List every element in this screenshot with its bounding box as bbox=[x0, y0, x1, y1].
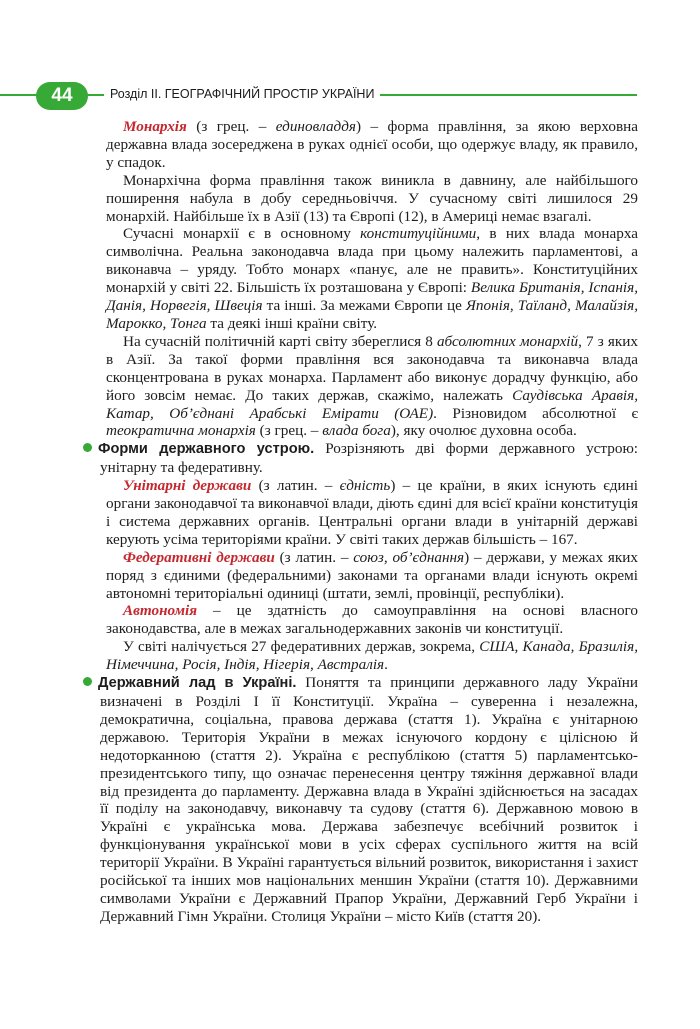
page-body bbox=[98, 118, 639, 926]
paragraph-monarchy: Монархія (з грец. – единовладдя) – форма правління, за якою верховна державна влада зосереджена в руках однієї особи, що одержує владу, як правило, у спадок. bbox=[106, 118, 638, 171]
paragraph-federations-count: У світі налічується 27 федеративних держав, зокрема, США, Канада, Бразилія, Німеччина, Росія, Індія, Нігерія, Австралія. bbox=[106, 638, 638, 674]
section-heading: Державний лад в Україні. bbox=[98, 675, 297, 692]
term-monarchy: Монархія bbox=[123, 118, 187, 135]
section-state-structure: Форми державного устрою. Розрізняють дві форми державного устрою: унітарну та федеративну. bbox=[100, 440, 638, 477]
term-unitary: Унітарні держави bbox=[123, 477, 252, 495]
section-heading: Форми державного устрою. bbox=[98, 441, 315, 458]
paragraph-history: Монархічна форма правління також виникла в давнину, але найбільшого поширення набула в добу середньовіччя. У сучасному світі лишилося 29 монархій. Найбільше їх в Азії (13) та Європі (12), в Америці немає взагалі. bbox=[106, 171, 638, 225]
paragraph-autonomy: Автономія – це здатність до самоуправління на основі власного законодавства, але в межах загальнодержавних законів чи конституції. bbox=[106, 602, 638, 638]
term-autonomy: Автономія bbox=[123, 602, 198, 620]
bullet-icon bbox=[83, 677, 92, 686]
chapter-title: Розділ ІІ. ГЕОГРАФІЧНИЙ ПРОСТІР УКРАЇНИ bbox=[104, 87, 380, 101]
page-number-badge bbox=[36, 82, 88, 110]
term-federative: Федеративні держави bbox=[123, 548, 275, 566]
page-number: 44 bbox=[51, 85, 73, 106]
paragraph-federative: Федеративні держави (з латин. – союз, об’єднання) – держави, у межах яких поряд з єдиними (федеральними) законами та органами влади існують окремі автономні територіальні одиниці (штати, землі, провінції, республіки). bbox=[106, 548, 638, 602]
section-ukraine-system: Державний лад в Україні. Поняття та принципи державного ладу України визначені в Розділі І її Конституції. Україна – суверенна і незалежна, демократична, соціальна, правова держава (стаття 1). Україна є унітарною державою. Територія України в межах існуючого кордону є цілісною й недоторканною (стаття 2). Україна є республікою (стаття 5) парламентсько-президентського типу, що означає перенесення центру тяжіння державної влади від президента до парламенту. Державна влада в Україні здійснюється на засадах її поділу на законодавчу, виконавчу та судову (стаття 6). Державною мовою в Україні є українська мова. Держава забезпечує всебічний розвиток і функціонування української мови в усіх сферах суспільного життя на всій території України. В Україні гарантується вільний розвиток, використання і захист російської та інших мов національних меншин України (стаття 10). Державними символами України є Державний Прапор України, Державний Герб України і Державний Гімн України. Столиця України – місто Київ (стаття 20). bbox=[100, 674, 638, 926]
paragraph-unitary: Унітарні держави (з латин. – єдність) – це країни, в яких існують єдині органи законодавчої та виконавчої влади, діють єдині для всієї країни конституція і система державних органів. Центральні органи влади в унітарній державі керують усіма територіями країни. У світі таких держав більшість – 167. bbox=[106, 477, 638, 548]
paragraph-constitutional: Сучасні монархії є в основному конституційними, в них влада монарха символічна. Реальна законодавча влада при цьому належить парламентові, а виконавча – уряду. Тобто монарх «панує, але не править». Конституційних монархій у світі 22. Більшість їх розташована у Європі: Велика Британія, Іспанія, Данія, Норвегія, Швеція та інші. За межами Європи це Японія, Таїланд, Малайзія, Марокко, Тонга та деякі інші країни світу. bbox=[106, 225, 638, 332]
bullet-icon bbox=[83, 443, 92, 452]
paragraph-absolute: На сучасній політичній карті світу збереглися 8 абсолютних монархій, 7 з яких в Азії. За такої форми правління вся законодавча та виконавча влада сконцентрована в руках монарха. Парламент або виконує дорадчу функцію, або його зовсім немає. До таких держав, скажімо, належать Саудівська Аравія, Катар, Об’єднані Арабські Емірати (ОАЕ). Різновидом абсолютної є теократична монархія (з грец. – влада бога), яку очолює духовна особа. bbox=[106, 332, 638, 440]
